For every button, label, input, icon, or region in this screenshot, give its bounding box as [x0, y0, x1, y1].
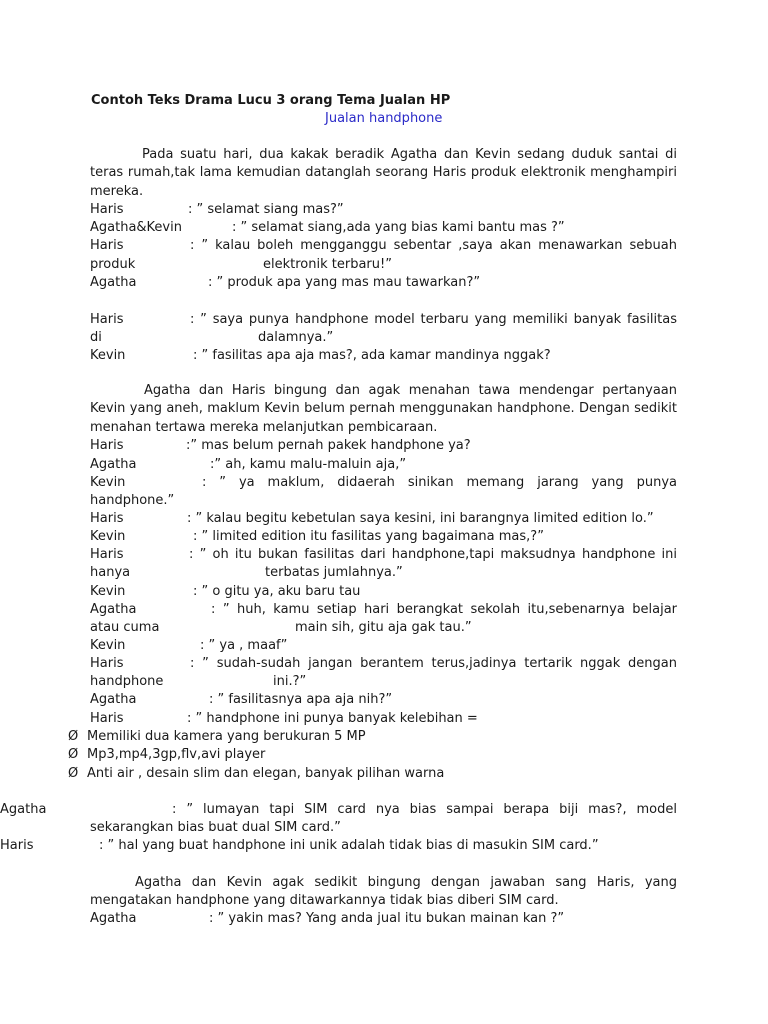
dialogue-text: : ” kalau begitu kebetulan saya kesini, ini barangnya limited edition lo.” — [187, 511, 654, 526]
speaker-label: Agatha — [90, 602, 137, 617]
dialogue-text: : ” ya , maaf” — [200, 638, 288, 653]
dialogue-text: :” mas belum pernah pakek handphone ya? — [186, 438, 471, 453]
dialogue-text: : ” limited edition itu fasilitas yang bagaimana mas,?” — [193, 529, 544, 544]
dialogue-text: : ” huh, kamu setiap hari berangkat sekolah itu,sebenarnya belajar — [211, 602, 677, 617]
dialogue-text: sekarangkan bias buat dual SIM card.” — [90, 820, 341, 835]
dialogue-text: : ” selamat siang,ada yang bias kami bantu mas ?” — [232, 220, 565, 235]
document-title: Contoh Teks Drama Lucu 3 orang Tema Jualan HP — [91, 93, 451, 108]
intro-paragraph: Pada suatu hari, dua kakak beradik Agatha dan Kevin sedang duduk santai di teras rumah,tak lama kemudian datanglah seorang Haris produk elektronik menghampiri mereka. — [90, 147, 677, 199]
speaker-label: Kevin — [90, 584, 126, 599]
list-item: Anti air , desain slim dan elegan, banyak pilihan warna — [87, 766, 445, 781]
dialogue-text: ini.?” — [273, 674, 307, 689]
dialogue-text: dalamnya.” — [258, 330, 334, 345]
speaker-label: Kevin — [90, 529, 126, 544]
dialogue-text: : ” oh itu bukan fasilitas dari handphone,tapi maksudnya handphone ini — [189, 547, 677, 562]
speaker-label: Haris — [90, 511, 124, 526]
dialogue-text: : ” ya maklum, didaerah sinikan memang jarang yang punya — [202, 475, 677, 490]
speaker-label: Haris — [90, 238, 124, 253]
dialogue-text: : ” hal yang buat handphone ini unik adalah tidak bias di masukin SIM card.” — [99, 838, 599, 853]
dialogue-text: : ” yakin mas? Yang anda jual itu bukan mainan kan ?” — [209, 911, 565, 926]
dialogue-text: : ” o gitu ya, aku baru tau — [193, 584, 361, 599]
dialogue-text: : ” produk apa yang mas mau tawarkan?” — [208, 275, 481, 290]
dialogue-text: : ” kalau boleh mengganggu sebentar ,saya akan menawarkan sebuah — [190, 238, 677, 253]
speaker-label: Agatha&Kevin — [90, 220, 182, 235]
bullet-icon: Ø — [68, 729, 79, 744]
speaker-label: Agatha — [0, 802, 47, 817]
speaker-label: Haris — [90, 656, 124, 671]
speaker-label: Kevin — [90, 638, 126, 653]
speaker-label: Haris — [90, 711, 124, 726]
speaker-label: Agatha — [90, 911, 137, 926]
speaker-label: Haris — [90, 312, 124, 327]
dialogue-text: : ” fasilitasnya apa aja nih?” — [209, 692, 393, 707]
speaker-label: produk — [90, 257, 136, 272]
dialogue-text: : ” lumayan tapi SIM card nya bias sampai berapa biji mas?, model — [172, 802, 677, 817]
dialogue-text: main sih, gitu aja gak tau.” — [295, 620, 472, 635]
document-subtitle: Jualan handphone — [325, 111, 443, 126]
speaker-label: Haris — [90, 438, 124, 453]
bullet-icon: Ø — [68, 747, 79, 762]
list-item: Mp3,mp4,3gp,flv,avi player — [87, 747, 266, 762]
narration-paragraph: Agatha dan Kevin agak sedikit bingung dengan jawaban sang Haris, yang mengatakan handphone yang ditawarkannya tidak bias diberi SIM card. — [90, 875, 677, 909]
dialogue-text: : ” handphone ini punya banyak kelebihan = — [187, 711, 478, 726]
speaker-label: Kevin — [90, 348, 126, 363]
speaker-label: Agatha — [90, 692, 137, 707]
speaker-label: handphone.” — [90, 493, 175, 508]
dialogue-text: : ” fasilitas apa aja mas?, ada kamar mandinya nggak? — [193, 348, 551, 363]
dialogue-text: terbatas jumlahnya.” — [265, 565, 403, 580]
speaker-label: Haris — [0, 838, 34, 853]
speaker-label: hanya — [90, 565, 131, 580]
list-item: Memiliki dua kamera yang berukuran 5 MP — [87, 729, 366, 744]
speaker-label: handphone — [90, 674, 164, 689]
speaker-label: Agatha — [90, 457, 137, 472]
speaker-label: di — [90, 330, 102, 345]
speaker-label: Kevin — [90, 475, 126, 490]
speaker-label: atau cuma — [90, 620, 160, 635]
dialogue-text: elektronik terbaru!” — [263, 257, 392, 272]
narration-paragraph: Agatha dan Haris bingung dan agak menahan tawa mendengar pertanyaan Kevin yang aneh, maklum Kevin belum pernah menggunakan handphone. Dengan sedikit menahan tertawa mereka melanjutkan pembicaraan. — [90, 383, 677, 435]
dialogue-text: :” ah, kamu malu-maluin aja,” — [210, 457, 407, 472]
speaker-label: Agatha — [90, 275, 137, 290]
dialogue-text: : ” saya punya handphone model terbaru yang memiliki banyak fasilitas — [190, 312, 677, 327]
dialogue-text: : ” selamat siang mas?” — [188, 202, 344, 217]
dialogue-text: : ” sudah-sudah jangan berantem terus,jadinya tertarik nggak dengan — [190, 656, 677, 671]
speaker-label: Haris — [90, 547, 124, 562]
speaker-label: Haris — [90, 202, 124, 217]
bullet-icon: Ø — [68, 766, 79, 781]
